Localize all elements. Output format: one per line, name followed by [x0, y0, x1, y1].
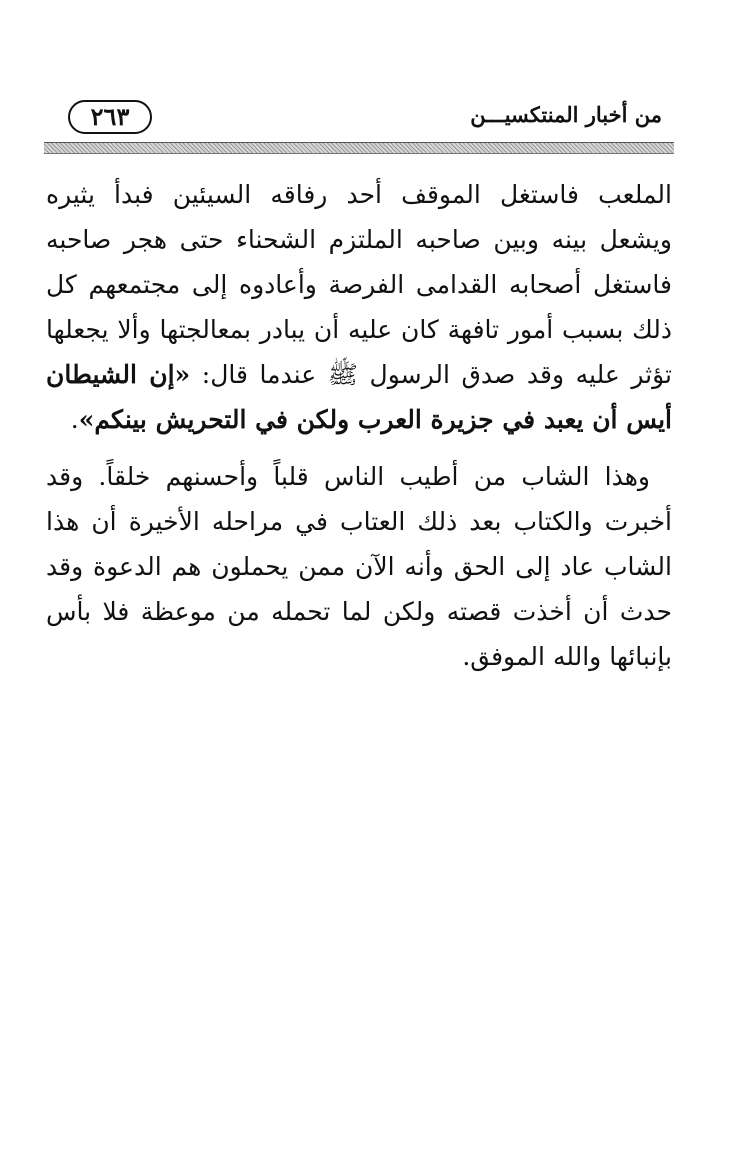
paragraph-1-end: .: [70, 405, 79, 434]
paragraph-1-text: الملعب فاستغل الموقف أحد رفاقه السيئين فبدأ يثيره ويشعل بينه وبين صاحبه الملتزم الشحناء حتى هجر صاحبه فاستغل أصحابه القدامى الفرصة وأعادوه إلى مجتمعهم كل ذلك بسبب أمور تافهة كان عليه أن يبادر بمعالجتها وألا يجعلها تؤثر عليه وقد صدق الرسول ﷺ عندما قال:: [46, 180, 672, 389]
header-rule: [44, 142, 674, 154]
paragraph-2-text: وهذا الشاب من أطيب الناس قلباً وأحسنهم خلقاً. وقد أخبرت والكتاب بعد ذلك العتاب في مراحله الأخيرة أن هذا الشاب عاد إلى الحق وأنه الآن ممن يحملون هم الدعوة وقد حدث أن أخذت قصته ولكن لما تحمله من موعظة فلا بأس بإنبائها والله الموفق.: [46, 462, 672, 671]
hadith-quote: «إن الشيطان أيس أن يعبد في جزيرة العرب ولكن في التحريش بينكم»: [46, 360, 672, 434]
body-text: [46, 172, 672, 679]
paragraph-1: [46, 172, 672, 442]
running-title: من أخبار المنتكسيـــن: [470, 102, 662, 127]
page-header: [44, 96, 674, 142]
paragraph-2: [46, 454, 672, 679]
page-number: ٢٦٣: [68, 100, 152, 134]
